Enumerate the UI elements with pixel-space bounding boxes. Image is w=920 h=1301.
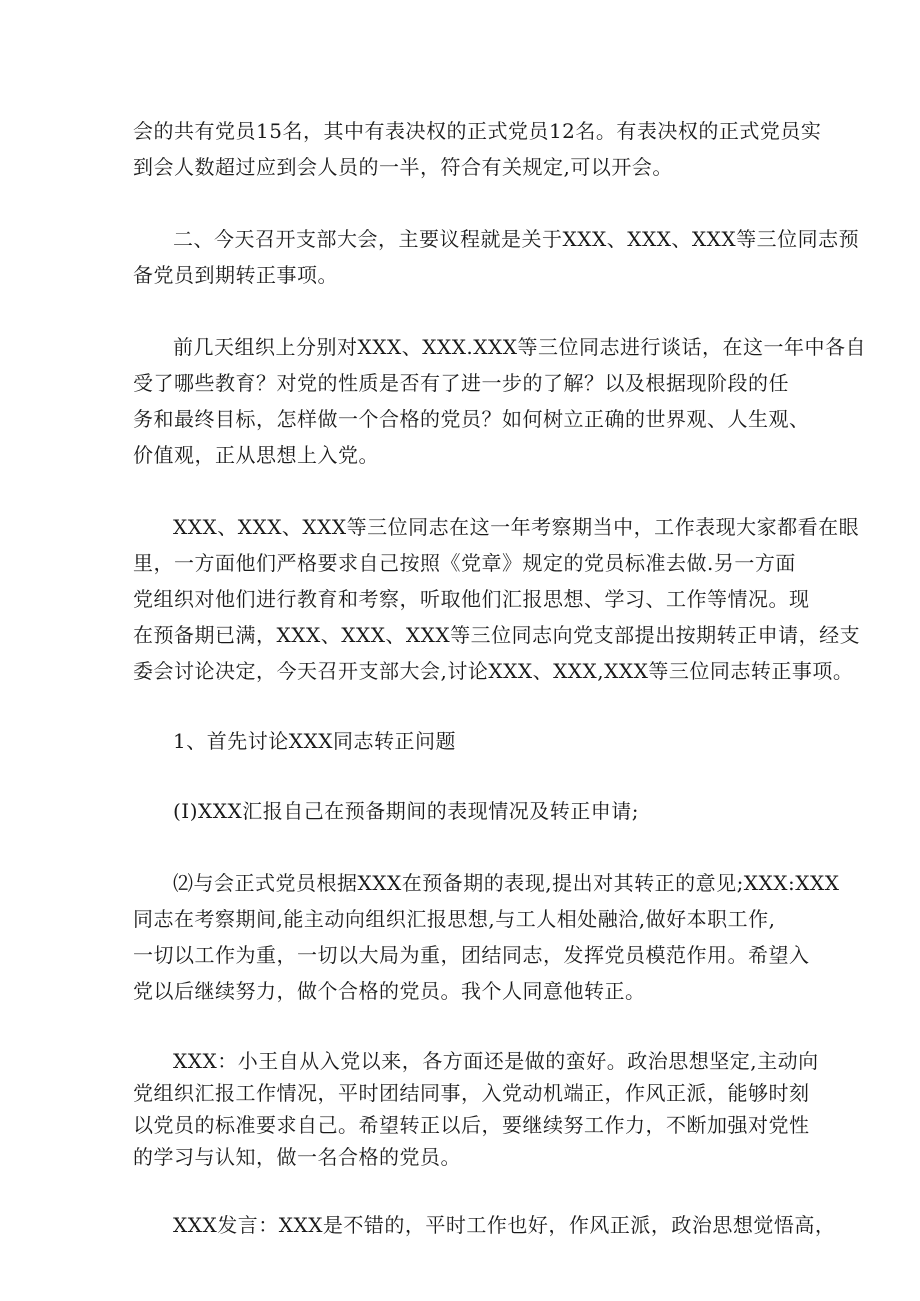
paragraph-5-heading	[133, 723, 792, 759]
text-line: ⑵与会正式党员根据XXX在预备期的表现,提出对其转正的意见;XXX:XXX	[173, 871, 840, 895]
text-line: 党以后继续努力，做个合格的党员。我个人同意他转正。	[133, 979, 646, 1003]
text-line: 在预备期已满，XXX、XXX、XXX等三位同志向党支部提出按期转正申请，经支	[133, 623, 861, 647]
text-line: 党组织对他们进行教育和考察，听取他们汇报思想、学习、工作等情况。现	[133, 587, 810, 611]
text-line: 一切以工作为重，一切以大局为重，团结同志，发挥党员模范作用。希望入	[133, 943, 810, 967]
paragraph-7	[133, 865, 840, 1009]
text-line: 受了哪些教育？对党的性质是否有了进一步的了解？以及根据现阶段的任	[133, 371, 789, 395]
paragraph-6	[133, 793, 792, 829]
paragraph-3	[133, 329, 867, 473]
text-line: 二、今天召开支部大会，主要议程就是关于XXX、XXX、XXX等三位同志预	[173, 227, 860, 251]
text-line: 以党员的标准要求自己。希望转正以后，要继续努工作力，不断加强对党性	[133, 1113, 810, 1137]
paragraph-1	[133, 113, 822, 185]
paragraph-2	[133, 221, 860, 293]
paragraph-4	[133, 509, 861, 689]
text-line: 的学习与认知，做一名合格的党员。	[133, 1145, 461, 1169]
text-line: 务和最终目标，怎样做一个合格的党员？如何树立正确的世界观、人生观、	[133, 407, 810, 431]
text-line: 里，一方面他们严格要求自己按照《党章》规定的党员标准去做.另一方面	[133, 551, 796, 575]
text-line: XXX发言：XXX是不错的，平时工作也好，作风正派，政治思想觉悟高，	[173, 1213, 836, 1237]
text-line: 价值观，正从思想上入党。	[133, 443, 379, 467]
text-line: XXX、XXX、XXX等三位同志在这一年考察期当中，工作表现大家都看在眼	[173, 515, 860, 539]
text-line: 委会讨论决定，今天召开支部大会,讨论XXX、XXX,XXX等三位同志转正事项。	[133, 659, 854, 683]
text-line: XXX：小王自从入党以来，各方面还是做的蛮好。政治思想坚定,主动向	[173, 1049, 819, 1073]
text-line: 会的共有党员15名，其中有表决权的正式党员12名。有表决权的正式党员实	[133, 119, 822, 143]
text-line: 前几天组织上分别对XXX、XXX.XXX等三位同志进行谈话，在这一年中各自	[173, 335, 867, 359]
paragraph-9	[133, 1209, 836, 1241]
text-line: 1、首先讨论XXX同志转正问题	[173, 729, 456, 753]
text-line: (I)XXX汇报自己在预备期间的表现情况及转正申请;	[173, 799, 639, 823]
paragraph-8	[133, 1045, 819, 1173]
text-line: 备党员到期转正事项。	[133, 263, 338, 287]
text-line: 党组织汇报工作情况，平时团结同事，入党动机端正，作风正派，能够时刻	[133, 1081, 810, 1105]
text-line: 同志在考察期间,能主动向组织汇报思想,与工人相处融洽,做好本职工作,	[133, 907, 776, 931]
text-line: 到会人数超过应到会人员的一半，符合有关规定,可以开会。	[133, 155, 673, 179]
